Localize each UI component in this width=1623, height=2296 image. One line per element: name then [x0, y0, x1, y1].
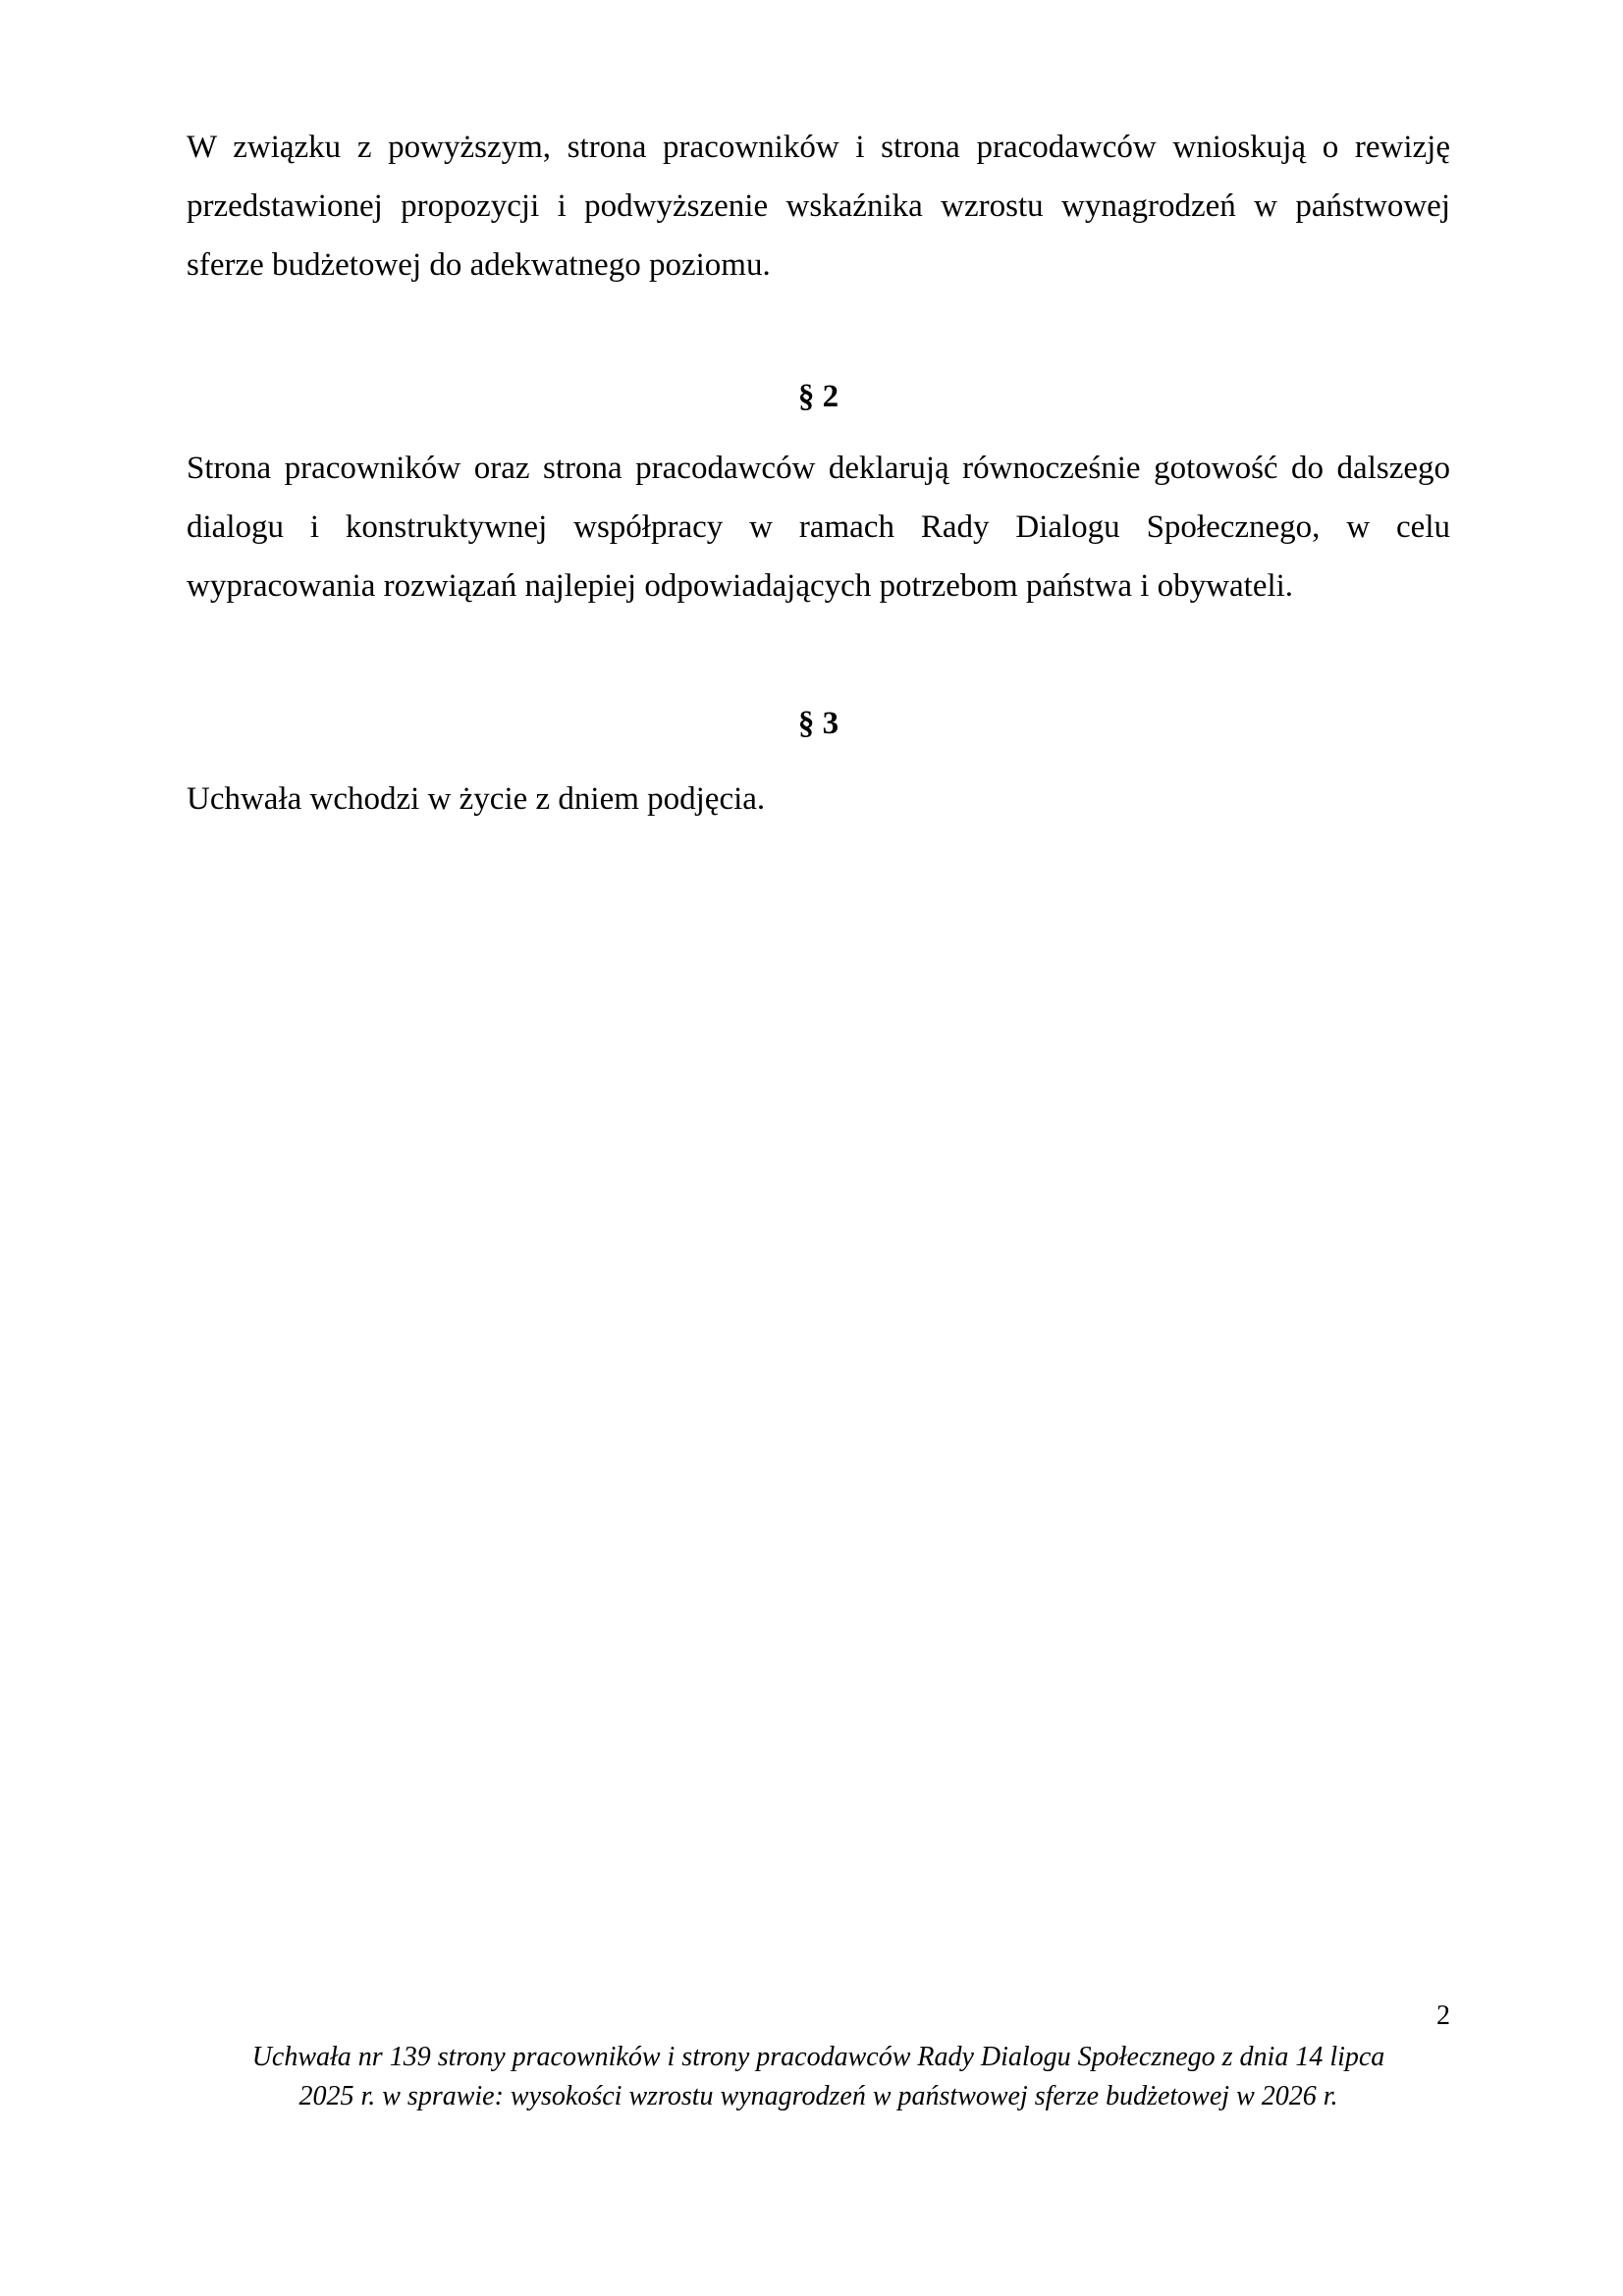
paragraph-1-line-2: przedstawionej propozycji i podwyższenie wskaźnika wzrostu wynagrodzeń w państwowej	[187, 188, 1450, 224]
section-2-header: § 2	[797, 379, 839, 414]
page-footer	[187, 1995, 1450, 2116]
body-paragraph-1	[187, 118, 1450, 294]
footer-citation-line-2: 2025 r. w sprawie: wysokości wzrostu wynagrodzeń w państwowej sferze budżetowej w 2026 r.	[298, 2081, 1338, 2111]
paragraph-2-line-3: wypracowania rozwiązań najlepiej odpowiadających potrzebom państwa i obywateli.	[187, 568, 1294, 604]
page-number: 2	[1436, 2001, 1450, 2031]
body-paragraph-2	[187, 439, 1450, 615]
document-body	[187, 118, 1450, 828]
paragraph-2-line-1: Strona pracowników oraz strona pracodawców deklarują równocześnie gotowość do dalszego	[187, 451, 1450, 486]
paragraph-3-line-1: Uchwała wchodzi w życie z dniem podjęcia.	[187, 781, 766, 817]
footer-citation-line-1: Uchwała nr 139 strony pracowników i strony pracodawców Rady Dialogu Społecznego z dnia 14 lipca	[251, 2042, 1385, 2072]
paragraph-1-line-3: sferze budżetowej do adekwatnego poziomu.	[187, 247, 771, 283]
paragraph-1-line-1: W związku z powyższym, strona pracowników i strona pracodawców wnioskują o rewizję	[187, 130, 1450, 165]
body-paragraph-3	[187, 770, 1450, 828]
section-3-header: § 3	[797, 706, 839, 741]
paragraph-2-line-2: dialogu i konstruktywnej współpracy w ramach Rady Dialogu Społecznego, w celu	[187, 509, 1450, 545]
